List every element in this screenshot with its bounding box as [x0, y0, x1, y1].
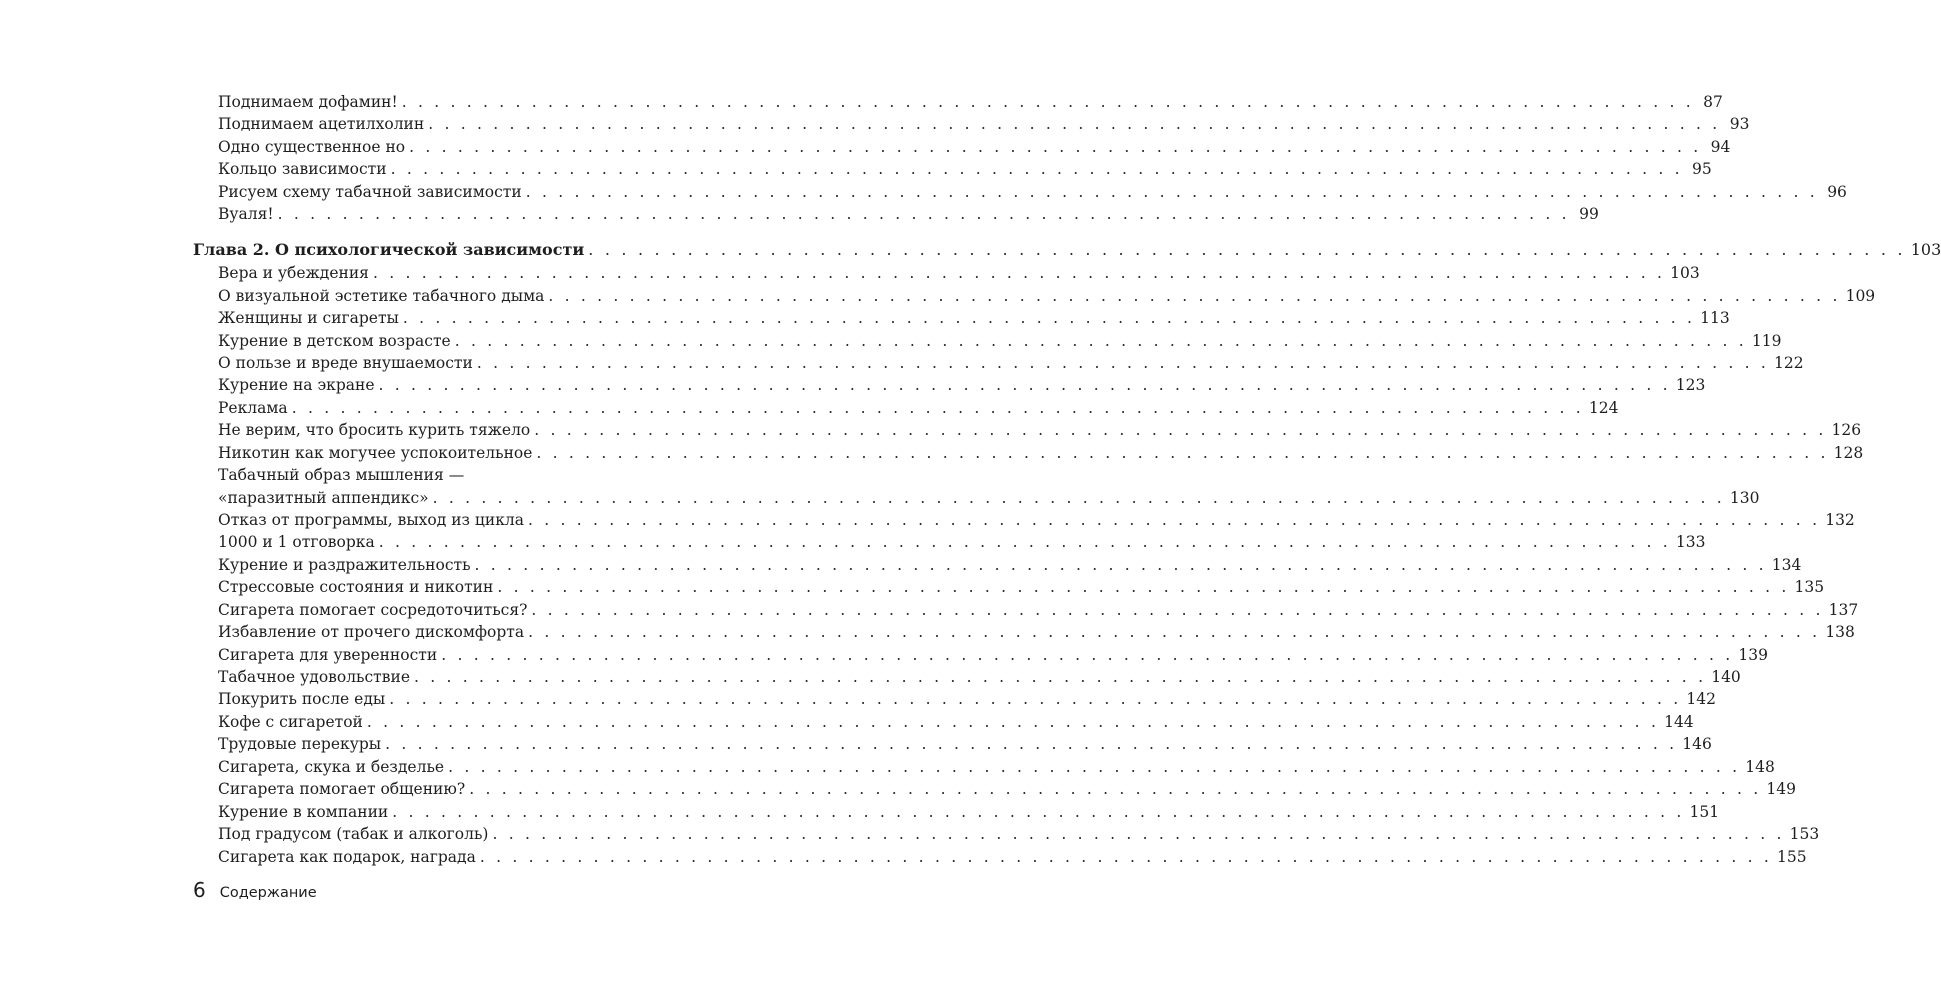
dot-leader: . . . . . . . . . . . . . . . . . . . . . . . . . . . . . . . . . . . . . . . . . . . . . . . . . . . . . . . . . . . . . . . . . . . . . . . . . . . . . . . . [531, 601, 1824, 619]
toc-entry [218, 91, 1723, 113]
dot-leader: . . . . . . . . . . . . . . . . . . . . . . . . . . . . . . . . . . . . . . . . . . . . . . . . . . . . . . . . . . . . . . . . . . . . . . . . . . . . . . . . [392, 803, 1685, 821]
toc-entry-page: 144 [1664, 713, 1694, 731]
toc-entry-title: Сигарета помогает сосредоточиться? [218, 601, 528, 619]
dot-leader: . . . . . . . . . . . . . . . . . . . . . . . . . . . . . . . . . . . . . . . . . . . . . . . . . . . . . . . . . . . . . . . . . . . . . . . . . . . . . . . . [414, 668, 1707, 686]
toc-entry [218, 307, 1730, 329]
dot-leader: . . . . . . . . . . . . . . . . . . . . . . . . . . . . . . . . . . . . . . . . . . . . . . . . . . . . . . . . . . . . . . . . . . . . . . . . . . . . . . . . [476, 354, 1770, 372]
toc-entry-title: Вера и убеждения [218, 264, 369, 282]
toc-entry [218, 262, 1700, 284]
toc-entry [218, 801, 1720, 823]
dot-leader: . . . . . . . . . . . . . . . . . . . . . . . . . . . . . . . . . . . . . . . . . . . . . . . . . . . . . . . . . . . . . . . . . . . . . . . . . . . . . . . . [536, 444, 1829, 462]
dot-leader: . . . . . . . . . . . . . . . . . . . . . . . . . . . . . . . . . . . . . . . . . . . . . . . . . . . . . . . . . . . . . . . . . . . . . . . . . . . . . . . . [402, 309, 1696, 327]
toc-entry [218, 419, 1862, 441]
toc-entry-page: 122 [1774, 354, 1804, 372]
toc-entry-title: Никотин как могучее успокоительное [218, 444, 533, 462]
toc-entry-title: Отказ от программы, выход из цикла [218, 511, 524, 529]
toc-entry-title: О пользе и вреде внушаемости [218, 354, 473, 372]
dot-leader: . . . . . . . . . . . . . . . . . . . . . . . . . . . . . . . . . . . . . . . . . . . . . . . . . . . . . . . . . . . . . . . . . . . . . . . . . . . . . . . . [409, 138, 1702, 156]
toc-entry-title: Покурить после еды [218, 690, 386, 708]
toc-entry-page: 155 [1777, 848, 1807, 866]
toc-entry-page: 124 [1588, 399, 1619, 417]
toc-entry [218, 666, 1741, 688]
toc-entry [218, 644, 1768, 666]
toc-entry [218, 158, 1712, 180]
toc-entry-page: 94 [1710, 138, 1731, 156]
toc-entry-page: 134 [1771, 556, 1802, 574]
dot-leader: . . . . . . . . . . . . . . . . . . . . . . . . . . . . . . . . . . . . . . . . . . . . . . . . . . . . . . . . . . . . . . . . . . . . . . . . . . . . . . . . [291, 399, 1584, 417]
dot-leader: . . . . . . . . . . . . . . . . . . . . . . . . . . . . . . . . . . . . . . . . . . . . . . . . . . . . . . . . . . . . . . . . . . . . . . . . . . . . . . . . [372, 264, 1666, 282]
toc-entry-page: 113 [1700, 309, 1730, 327]
toc-entry-title: 1000 и 1 отговорка [218, 533, 375, 551]
toc-entry [218, 599, 1859, 621]
toc-entry-page: 148 [1745, 758, 1775, 776]
dot-leader: . . . . . . . . . . . . . . . . . . . . . . . . . . . . . . . . . . . . . . . . . . . . . . . . . . . . . . . . . . . . . . . . . . . . . . . . . . . . . . . . [492, 825, 1785, 843]
toc-entry-title: Женщины и сигареты [218, 309, 399, 327]
toc-entry-page: 153 [1789, 825, 1820, 843]
toc-entry-title: Кофе с сигаретой [218, 713, 363, 731]
toc-entry-title: Поднимаем ацетилхолин [218, 115, 425, 133]
dot-leader: . . . . . . . . . . . . . . . . . . . . . . . . . . . . . . . . . . . . . . . . . . . . . . . . . . . . . . . . . . . . . . . . . . . . . . . . . . . . . . . . [385, 735, 1678, 753]
toc-entry-title: Не верим, что бросить курить тяжело [218, 421, 531, 439]
dot-leader: . . . . . . . . . . . . . . . . . . . . . . . . . . . . . . . . . . . . . . . . . . . . . . . . . . . . . . . . . . . . . . . . . . . . . . . . . . . . . . . . [428, 115, 1721, 133]
toc-entry-title: Одно существенное но [218, 138, 406, 156]
toc-entry [218, 823, 1820, 845]
page-number: 6 [193, 878, 206, 902]
dot-leader: . . . . . . . . . . . . . . . . . . . . . . . . . . . . . . . . . . . . . . . . . . . . . . . . . . . . . . . . . . . . . . . . . . . . . . . . . . . . . . . . [432, 489, 1725, 507]
toc-entry [218, 487, 1760, 509]
toc-entry [218, 181, 1847, 203]
dot-leader: . . . . . . . . . . . . . . . . . . . . . . . . . . . . . . . . . . . . . . . . . . . . . . . . . . . . . . . . . . . . . . . . . . . . . . . . . . . . . . . . [277, 205, 1570, 223]
dot-leader: . . . . . . . . . . . . . . . . . . . . . . . . . . . . . . . . . . . . . . . . . . . . . . . . . . . . . . . . . . . . . . . . . . . . . . . . . . . . . . . . [378, 376, 1671, 394]
toc-entry-title: Курение в компании [218, 803, 389, 821]
toc-entry-page: 93 [1729, 115, 1750, 133]
dot-leader: . . . . . . . . . . . . . . . . . . . . . . . . . . . . . . . . . . . . . . . . . . . . . . . . . . . . . . . . . . . . . . . . . . . . . . . . . . . . . . . . [528, 511, 1821, 529]
toc-entry [218, 374, 1706, 396]
toc-entry-title: О визуальной эстетике табачного дыма [218, 287, 545, 305]
dot-leader: . . . . . . . . . . . . . . . . . . . . . . . . . . . . . . . . . . . . . . . . . . . . . . . . . . . . . . . . . . . . . . . . . . . . . . . . . . . . . . . . [548, 287, 1841, 305]
page-footer [193, 878, 317, 902]
toc-entry-title: Сигарета помогает общению? [218, 780, 466, 798]
toc-chapter-entry [193, 239, 1941, 261]
toc-entry-title: Вуаля! [218, 205, 274, 223]
toc-entry-title: Табачный образ мышления — [218, 466, 465, 484]
toc-entry [218, 554, 1802, 576]
dot-leader: . . . . . . . . . . . . . . . . . . . . . . . . . . . . . . . . . . . . . . . . . . . . . . . . . . . . . . . . . . . . . . . . . . . . . . . . . . . . . . . . [534, 421, 1827, 439]
toc-entry-title: Стрессовые состояния и никотин [218, 578, 494, 596]
toc-entry-page: 130 [1729, 489, 1760, 507]
dot-leader: . . . . . . . . . . . . . . . . . . . . . . . . . . . . . . . . . . . . . . . . . . . . . . . . . . . . . . . . . . . . . . . . . . . . . . . . . . . . . . . . [401, 93, 1694, 111]
toc-entry-page: 151 [1689, 803, 1720, 821]
dot-leader: . . . . . . . . . . . . . . . . . . . . . . . . . . . . . . . . . . . . . . . . . . . . . . . . . . . . . . . . . . . . . . . . . . . . . . . . . . . . . . . . [366, 713, 1660, 731]
dot-leader: . . . . . . . . . . . . . . . . . . . . . . . . . . . . . . . . . . . . . . . . . . . . . . . . . . . . . . . . . . . . . . . . . . . . . . . . . . . . . . . . [588, 240, 1906, 259]
toc-entry-title: Сигарета для уверенности [218, 646, 438, 664]
toc-entry-page: 126 [1831, 421, 1862, 439]
toc-entry [218, 509, 1855, 531]
toc-entry [218, 285, 1876, 307]
toc-entry-page: 133 [1675, 533, 1706, 551]
toc-entry-page: 139 [1738, 646, 1768, 664]
toc-entry-page: 123 [1675, 376, 1706, 394]
toc-entry [218, 330, 1782, 352]
dot-leader: . . . . . . . . . . . . . . . . . . . . . . . . . . . . . . . . . . . . . . . . . . . . . . . . . . . . . . . . . . . . . . . . . . . . . . . . . . . . . . . . [469, 780, 1762, 798]
toc-entry-title: Глава 2. О психологической зависимости [193, 240, 585, 259]
dot-leader: . . . . . . . . . . . . . . . . . . . . . . . . . . . . . . . . . . . . . . . . . . . . . . . . . . . . . . . . . . . . . . . . . . . . . . . . . . . . . . . . [389, 690, 1682, 708]
toc-entry-title: Поднимаем дофамин! [218, 93, 398, 111]
dot-leader: . . . . . . . . . . . . . . . . . . . . . . . . . . . . . . . . . . . . . . . . . . . . . . . . . . . . . . . . . . . . . . . . . . . . . . . . . . . . . . . . [378, 533, 1671, 551]
running-head: Содержание [219, 885, 317, 901]
toc-entry-title: Курение в детском возрасте [218, 332, 451, 350]
toc-entry-page: 95 [1692, 160, 1712, 178]
dot-leader: . . . . . . . . . . . . . . . . . . . . . . . . . . . . . . . . . . . . . . . . . . . . . . . . . . . . . . . . . . . . . . . . . . . . . . . . . . . . . . . . [497, 578, 1790, 596]
toc-entry-title: Курение на экране [218, 376, 375, 394]
toc-entry-page: 146 [1682, 735, 1712, 753]
toc-entry-title: Избавление от прочего дискомфорта [218, 623, 525, 641]
toc-entry-title: Кольцо зависимости [218, 160, 387, 178]
toc-entry [218, 733, 1712, 755]
toc-entry [218, 136, 1731, 158]
toc-entry-title: Табачное удовольствие [218, 668, 410, 686]
dot-leader: . . . . . . . . . . . . . . . . . . . . . . . . . . . . . . . . . . . . . . . . . . . . . . . . . . . . . . . . . . . . . . . . . . . . . . . . . . . . . . . . [441, 646, 1734, 664]
toc-entry-title: Курение и раздражительность [218, 556, 471, 574]
toc-entry [218, 203, 1599, 225]
toc-entry-title: Сигарета, скука и безделье [218, 758, 445, 776]
toc-entry [218, 397, 1619, 419]
dot-leader: . . . . . . . . . . . . . . . . . . . . . . . . . . . . . . . . . . . . . . . . . . . . . . . . . . . . . . . . . . . . . . . . . . . . . . . . . . . . . . . . [390, 160, 1683, 178]
toc-entry-title: Рисуем схему табачной зависимости [218, 183, 522, 201]
dot-leader: . . . . . . . . . . . . . . . . . . . . . . . . . . . . . . . . . . . . . . . . . . . . . . . . . . . . . . . . . . . . . . . . . . . . . . . . . . . . . . . . [479, 848, 1773, 866]
toc-entry [218, 576, 1825, 598]
toc-entry-page: 138 [1825, 623, 1855, 641]
toc-entry-page: 137 [1828, 601, 1859, 619]
toc-entry-page: 103 [1670, 264, 1700, 282]
toc-entry-page: 99 [1579, 205, 1599, 223]
toc-entry [218, 846, 1807, 868]
toc-entry-page: 140 [1711, 668, 1741, 686]
toc-entry-page: 142 [1686, 690, 1716, 708]
toc-entry [218, 531, 1706, 553]
dot-leader: . . . . . . . . . . . . . . . . . . . . . . . . . . . . . . . . . . . . . . . . . . . . . . . . . . . . . . . . . . . . . . . . . . . . . . . . . . . . . . . . [525, 183, 1818, 201]
toc-entry-title: Трудовые перекуры [218, 735, 382, 753]
toc-entry [218, 113, 1750, 135]
toc-entry-page: 119 [1751, 332, 1782, 350]
toc-entry-page: 128 [1833, 444, 1864, 462]
toc-entry-page: 132 [1825, 511, 1855, 529]
dot-leader: . . . . . . . . . . . . . . . . . . . . . . . . . . . . . . . . . . . . . . . . . . . . . . . . . . . . . . . . . . . . . . . . . . . . . . . . . . . . . . . . [448, 758, 1741, 776]
toc-entry [218, 711, 1694, 733]
dot-leader: . . . . . . . . . . . . . . . . . . . . . . . . . . . . . . . . . . . . . . . . . . . . . . . . . . . . . . . . . . . . . . . . . . . . . . . . . . . . . . . . [474, 556, 1767, 574]
dot-leader: . . . . . . . . . . . . . . . . . . . . . . . . . . . . . . . . . . . . . . . . . . . . . . . . . . . . . . . . . . . . . . . . . . . . . . . . . . . . . . . . [528, 623, 1821, 641]
toc-entry [218, 778, 1796, 800]
toc-entry-page: 96 [1827, 183, 1847, 201]
toc-entry [218, 756, 1775, 778]
toc-entry-title: Реклама [218, 399, 288, 417]
toc-entry-page: 103 [1910, 240, 1941, 259]
toc-entry [218, 352, 1804, 374]
dot-leader: . . . . . . . . . . . . . . . . . . . . . . . . . . . . . . . . . . . . . . . . . . . . . . . . . . . . . . . . . . . . . . . . . . . . . . . . . . . . . . . . [454, 332, 1747, 350]
toc-entry-title: Сигарета как подарок, награда [218, 848, 476, 866]
toc-entry-page: 87 [1703, 93, 1723, 111]
toc-entry [218, 621, 1855, 643]
toc-entry-page: 109 [1845, 287, 1876, 305]
toc-entry-title: «паразитный аппендикс» [218, 489, 429, 507]
toc-entry [218, 442, 1864, 464]
toc-entry-page: 149 [1766, 780, 1796, 798]
toc-entry-page: 135 [1794, 578, 1825, 596]
toc-entry-title: Под градусом (табак и алкоголь) [218, 825, 489, 843]
toc-entry [218, 464, 642, 486]
toc-entry [218, 688, 1716, 710]
